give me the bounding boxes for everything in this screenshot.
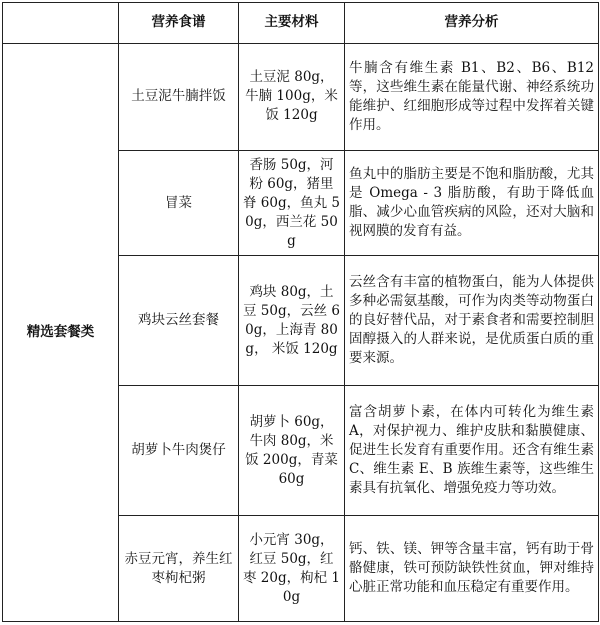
nutrition-table [2,2,599,622]
header-row [3,3,599,44]
header-materials: 主要材料 [239,3,345,44]
materials-cell: 小元宵 30g，红豆 50g，红枣 20g，枸杞 10g [239,516,345,622]
analysis-cell: 牛腩含有维生素 B1、B2、B6、B12 等，这些维生素在能量代谢、神经系统功能维护、红细胞形成等过程中发挥着关键作用。 [345,43,599,150]
materials-cell: 土豆泥 80g，牛腩 100g，米饭 120g [239,43,345,150]
category-cell: 精选套餐类 [3,43,119,621]
recipe-cell: 冒菜 [119,150,239,256]
analysis-cell: 钙、铁、镁、钾等含量丰富，钙有助于骨骼健康，铁可预防缺铁性贫血，钾对维持心脏正常功能和血压稳定有重要作用。 [345,516,599,622]
recipe-cell: 土豆泥牛腩拌饭 [119,43,239,150]
table-row [3,43,599,150]
materials-cell: 胡萝卜 60g，牛肉 80g，米饭 200g，青菜 60g [239,386,345,516]
header-analysis: 营养分析 [345,3,599,44]
recipe-cell: 胡萝卜牛肉煲仔 [119,386,239,516]
materials-cell: 鸡块 80g，土豆 50g，云丝 60g，上海青 80g， 米饭 120g [239,256,345,386]
analysis-cell: 富含胡萝卜素，在体内可转化为维生素 A，对保护视力、维护皮肤和黏膜健康、促进生长发育有重要作用。还含有维生素 C、维生素 E、B 族维生素等，这些维生素具有抗氧化、增强免疫力等功效。 [345,386,599,516]
recipe-cell: 赤豆元宵，养生红枣枸杞粥 [119,516,239,622]
recipe-cell: 鸡块云丝套餐 [119,256,239,386]
materials-cell: 香肠 50g，河粉 60g，猪里脊 60g，鱼丸 50g，西兰花 50g [239,150,345,256]
analysis-cell: 云丝含有丰富的植物蛋白，能为人体提供多种必需氨基酸，可作为肉类等动物蛋白的良好替代品，对于素食者和需要控制胆固醇摄入的人群来说，是优质蛋白质的重要来源。 [345,256,599,386]
header-empty [3,3,119,44]
analysis-cell: 鱼丸中的脂肪主要是不饱和脂肪酸，尤其是 Omega - 3 脂肪酸，有助于降低血脂、减少心血管疾病的风险，还对大脑和视网膜的发育有益。 [345,150,599,256]
header-recipe: 营养食谱 [119,3,239,44]
